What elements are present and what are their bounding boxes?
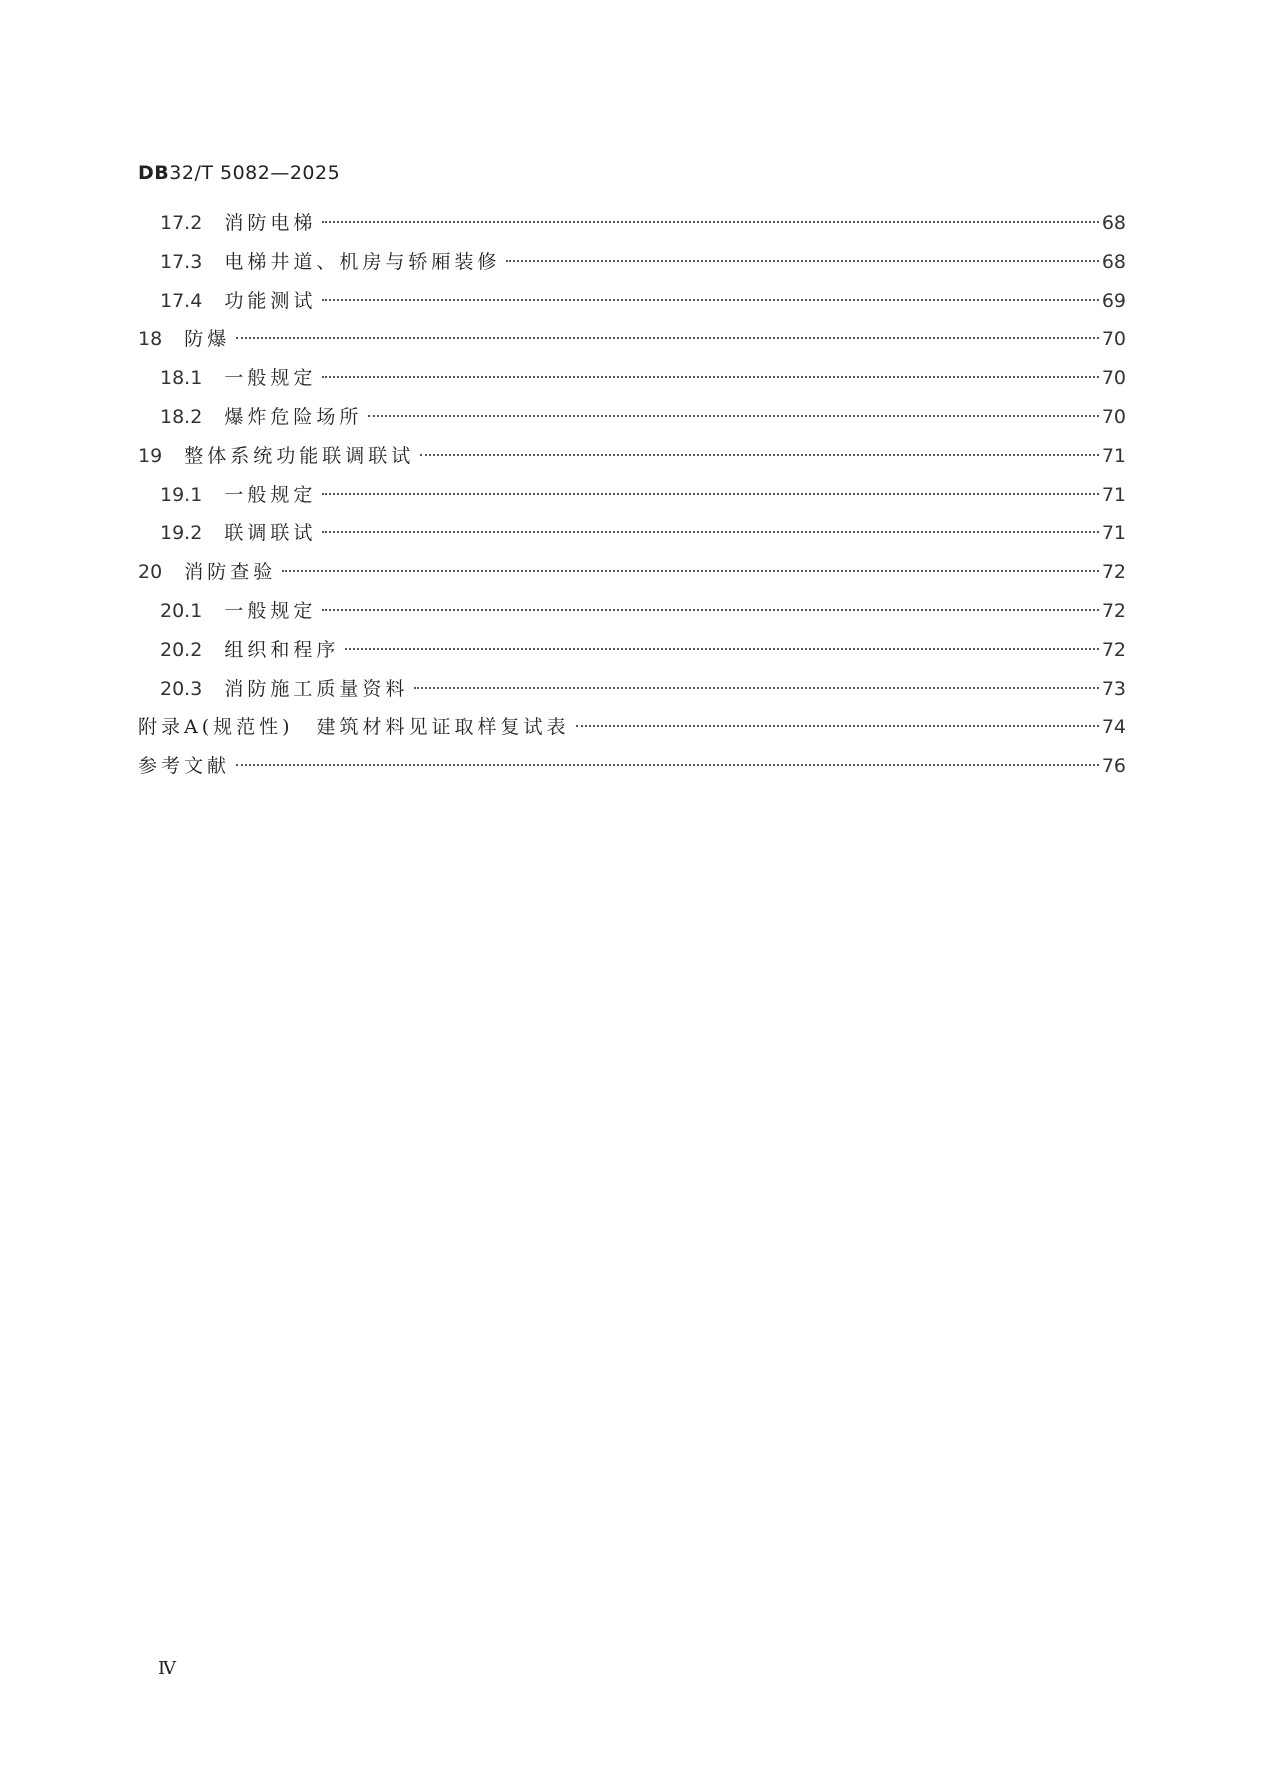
page-number: Ⅳ: [158, 1658, 176, 1679]
toc-entry-number: 17.2: [160, 212, 203, 234]
toc-leader-dots: [322, 609, 1098, 611]
toc-entry-title: 联调联试: [224, 522, 317, 545]
toc-entry-page: 70: [1101, 367, 1126, 390]
toc-entry[interactable]: [138, 751, 1126, 790]
toc-entry-page: 70: [1101, 405, 1126, 428]
toc-leader-dots: [322, 493, 1098, 495]
toc-leader-dots: [322, 299, 1098, 301]
toc-entry[interactable]: [138, 518, 1126, 557]
toc-entry-title: 组织和程序: [224, 638, 340, 661]
toc-entry-title: 防爆: [184, 328, 231, 351]
toc-entry-number: 20.1: [160, 599, 203, 622]
toc-entry-title: 消防查验: [184, 561, 277, 584]
toc-entry-number: 20: [138, 561, 163, 584]
toc-entry-page: 72: [1101, 638, 1126, 661]
toc-entry-page: 72: [1101, 599, 1126, 622]
document-code-number: 32/T 5082—2025: [169, 162, 341, 184]
toc-leader-dots: [368, 415, 1098, 417]
toc-entry-page: 69: [1101, 289, 1126, 312]
toc-entry-page: 72: [1101, 561, 1126, 584]
toc-entry-number: 18: [138, 328, 163, 351]
toc-entry-title: 一般规定: [224, 599, 317, 622]
toc-entry[interactable]: [138, 286, 1126, 325]
toc-leader-dots: [282, 570, 1099, 572]
toc-entry-page: 71: [1101, 483, 1126, 506]
toc-entry-title: 一般规定: [224, 483, 317, 506]
toc-entry-number: 18.1: [160, 367, 203, 390]
toc-entry-title: 电梯井道、机房与轿厢装修: [224, 250, 501, 273]
toc-entry-page: 71: [1101, 522, 1126, 545]
toc-entry[interactable]: [138, 441, 1126, 480]
toc-leader-dots: [322, 531, 1098, 533]
toc-entry-page: 76: [1101, 755, 1126, 778]
toc-entry-number: 17.3: [160, 250, 203, 273]
toc-entry-page: 68: [1101, 250, 1126, 273]
toc-leader-dots: [414, 687, 1098, 689]
toc-entry-title: 参考文献: [138, 755, 231, 778]
toc-entry-page: 70: [1101, 328, 1126, 351]
toc-entry-number: 19.1: [160, 483, 203, 506]
toc-entry-number: 19: [138, 444, 163, 467]
toc-entry[interactable]: [138, 712, 1126, 751]
document-code-prefix: DB: [138, 162, 170, 184]
toc-entry[interactable]: [138, 402, 1126, 441]
toc-entry-title: 消防电梯: [224, 212, 317, 234]
toc-entry-title: 附录A(规范性) 建筑材料见证取样复试表: [138, 716, 570, 739]
toc-leader-dots: [576, 725, 1099, 727]
toc-entry[interactable]: [138, 635, 1126, 674]
toc-leader-dots: [506, 260, 1098, 262]
toc-entry[interactable]: [138, 480, 1126, 519]
toc-entry-page: 71: [1101, 444, 1126, 467]
toc-leader-dots: [322, 376, 1098, 378]
toc-leader-dots: [236, 764, 1099, 766]
toc-entry-title: 整体系统功能联调联试: [184, 444, 415, 467]
toc-entry[interactable]: [138, 674, 1126, 713]
toc-entry[interactable]: [138, 247, 1126, 286]
toc-entry-number: 18.2: [160, 405, 203, 428]
toc-entry[interactable]: [138, 324, 1126, 363]
toc-entry-number: 20.3: [160, 677, 203, 700]
toc-leader-dots: [236, 337, 1099, 339]
toc-entry-title: 爆炸危险场所: [224, 405, 363, 428]
toc-entry-title: 功能测试: [224, 289, 317, 312]
toc-entry[interactable]: [138, 208, 1126, 247]
toc-entry-page: 74: [1101, 716, 1126, 739]
table-of-contents: [138, 208, 1126, 790]
toc-entry-number: 19.2: [160, 522, 203, 545]
document-code: [138, 162, 340, 184]
toc-entry-number: 17.4: [160, 289, 203, 312]
toc-entry[interactable]: [138, 596, 1126, 635]
toc-entry-page: 73: [1101, 677, 1126, 700]
toc-leader-dots: [345, 648, 1098, 650]
toc-leader-dots: [322, 221, 1098, 223]
toc-leader-dots: [420, 454, 1099, 456]
toc-entry[interactable]: [138, 363, 1126, 402]
toc-entry[interactable]: [138, 557, 1126, 596]
toc-entry-title: 消防施工质量资料: [224, 677, 409, 700]
toc-entry-number: 20.2: [160, 638, 203, 661]
toc-entry-page: 68: [1101, 212, 1126, 234]
toc-entry-title: 一般规定: [224, 367, 317, 390]
